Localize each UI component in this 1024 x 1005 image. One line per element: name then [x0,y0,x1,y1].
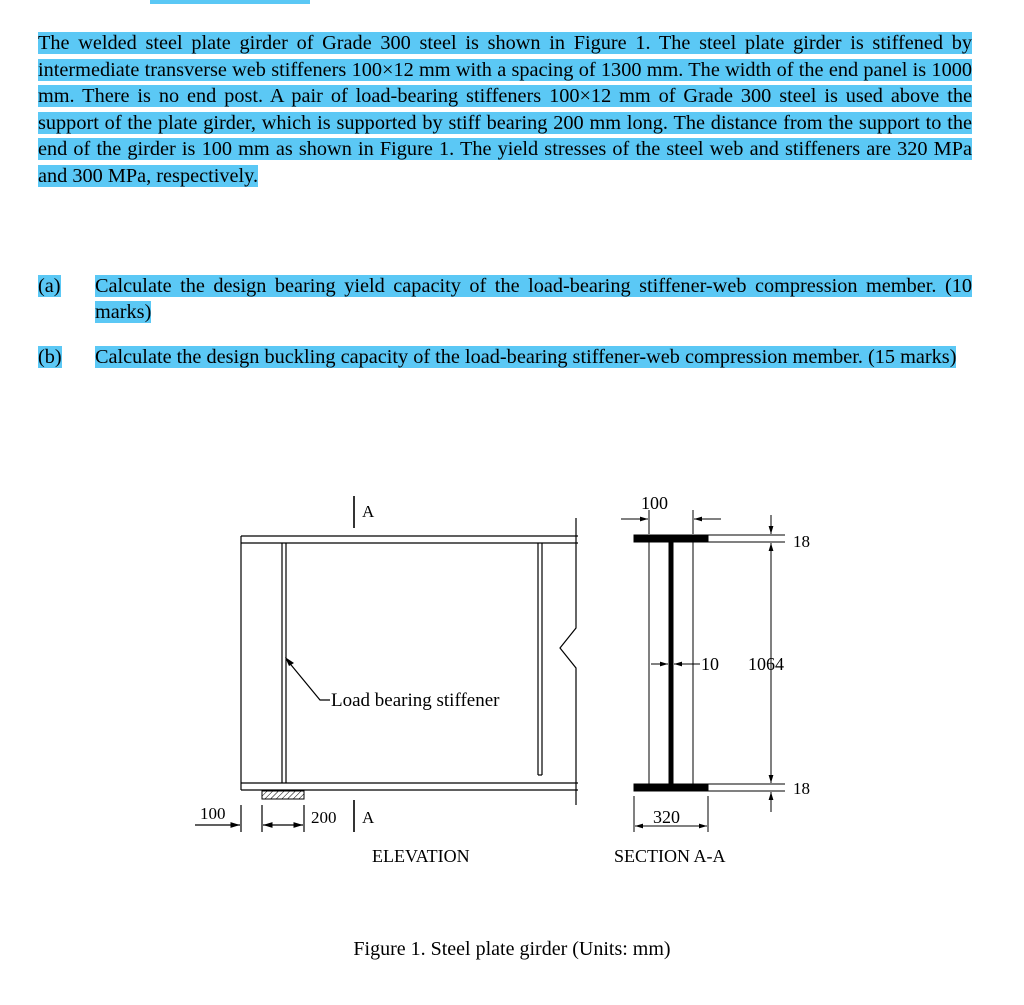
elevation-view [195,496,578,832]
bearing-plate [262,791,304,799]
dim-web-thickness-label: 10 [701,654,719,674]
girder-figure [0,480,1024,880]
problem-intro [38,30,972,189]
figure-caption: Figure 1. Steel plate girder (Units: mm) [353,938,671,960]
bottom-flange [634,784,708,791]
question-b [38,344,972,370]
question-b-text: Calculate the design buckling capacity of the load-bearing stiffener-web compression member. (15 marks) [95,346,957,368]
question-a-text: Calculate the design bearing yield capacity of the load-bearing stiffener-web compression member. (10 marks) [95,275,972,323]
dim-web-depth-label: 1064 [748,654,784,674]
intro-text: The welded steel plate girder of Grade 300 steel is shown in Figure 1. The steel plate girder is stiffened by intermediate transverse web stiffeners 100×12 mm with a spacing of 1300 mm. The width of the end panel is 1000 mm. There is no end post. A pair of load-bearing stiffeners 100×12 mm of Grade 300 steel is used above the support of the plate girder, which is supported by stiff bearing 200 mm long. The distance from the support to the end of the girder is 100 mm as shown in Figure 1. The yield stresses of the steel web and stiffeners are 320 MPa and 300 MPa, respectively. [38,32,972,187]
dim-flange-width-bottom-label: 320 [653,807,680,827]
web [669,542,673,784]
dim-flange-width-top-label: 100 [641,493,668,513]
highlight-fragment [150,0,310,4]
dim-flange-bottom-label: 18 [793,779,810,798]
question-a-label: (a) [38,275,61,297]
dim-flange-top-label: 18 [793,532,810,551]
stiffener-leader [287,660,330,700]
question-a [38,273,972,325]
section-mark-top: A [362,502,375,521]
section-title: SECTION A-A [614,846,726,866]
elevation-title: ELEVATION [372,846,470,866]
top-flange [634,535,708,542]
stiffener-label: Load bearing stiffener [331,690,500,711]
dim-end-label: 100 [200,804,226,823]
question-b-label: (b) [38,346,62,368]
break-line [560,518,576,805]
dim-bearing-label: 200 [311,808,337,827]
section-mark-bottom: A [362,808,375,827]
